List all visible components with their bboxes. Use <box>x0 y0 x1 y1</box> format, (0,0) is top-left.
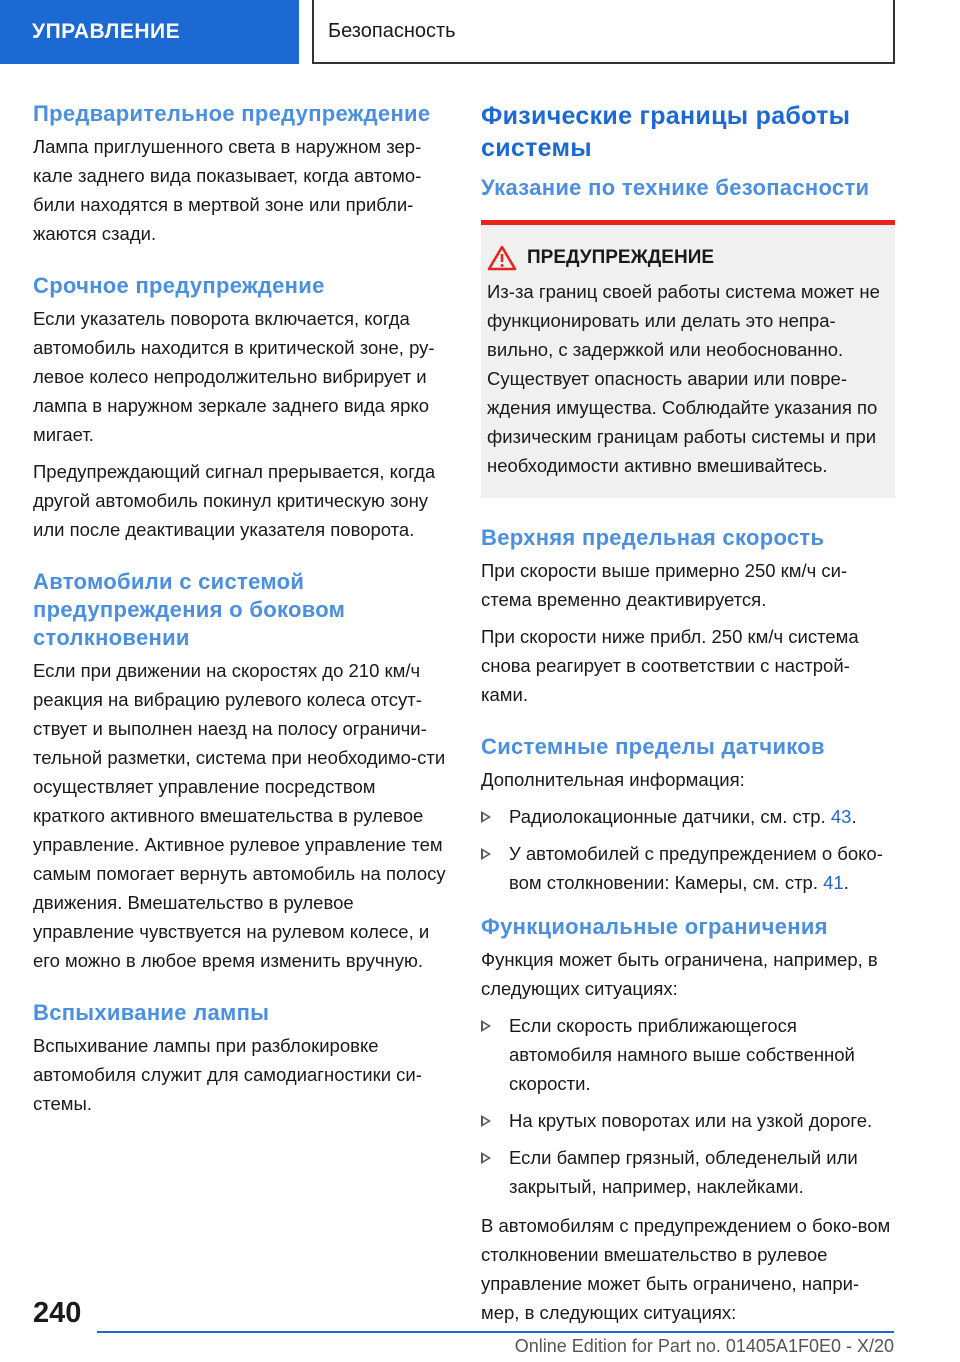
paragraph-upper-speed-1: При скорости выше примерно 250 км/ч си-стема временно деактивируется. <box>481 560 848 610</box>
list-item: Если бампер грязный, обледенелый или закрытый, например, наклейками. <box>481 1143 895 1201</box>
heading-urgent-warning: Срочное предупреждение <box>33 273 325 298</box>
heading-physical-limits: Физические границы работы системы <box>481 102 851 162</box>
chapter-title: Безопасность <box>312 0 895 64</box>
bullet-triangle-icon <box>481 811 491 823</box>
heading-pre-warning: Предварительное предупреждение <box>33 101 431 126</box>
heading-upper-speed: Верхняя предельная скорость <box>481 525 825 550</box>
warning-box <box>481 220 895 498</box>
footer-rule <box>97 1331 894 1333</box>
list-item: Если скорость приближающегося автомобиля намного выше собственной скорости. <box>481 1011 895 1098</box>
page-link-41[interactable]: 41 <box>823 872 844 893</box>
paragraph-lamp-flash: Вспыхивание лампы при разблокировке автомобиля служит для самодиагностики си-стемы. <box>33 1035 422 1114</box>
warning-triangle-icon <box>487 245 517 271</box>
paragraph-side-collision: Если при движении на скоростях до 210 км/ч реакция на вибрацию рулевого колеса отсут-ствует и выполнен наезд на полосу ограничи-тельной разметки, система при необходимо-сти осуществляет управление посредством краткого активного вмешательства в рулевое управление. Активное рулевое управление тем самым помогает вернуть автомобиль на полосу движения. Вмешательство в рулевое управление чувствуется на рулевом колесе, и его можно в любое время изменить вручную. <box>33 660 446 971</box>
func-list <box>481 1011 895 1201</box>
heading-safety-note: Указание по технике безопасности <box>481 175 870 200</box>
list-item: Радиолокационные датчики, см. стр. 43. <box>481 802 895 831</box>
section-tab: УПРАВЛЕНИЕ <box>0 0 299 64</box>
list-item: У автомобилей с предупреждением о боко-вом столкновении: Камеры, см. стр. 41. <box>481 839 895 897</box>
heading-functional-limits: Функциональные ограничения <box>481 914 828 939</box>
left-column <box>33 100 448 1126</box>
bullet-triangle-icon <box>481 848 491 860</box>
list-item: На крутых поворотах или на узкой дороге. <box>481 1106 895 1135</box>
heading-lamp-flash: Вспыхивание лампы <box>33 1000 270 1025</box>
page-number: 240 <box>33 1297 82 1329</box>
bullet-triangle-icon <box>481 1020 491 1032</box>
paragraph-urgent-2: Предупреждающий сигнал прерывается, когда другой автомобиль покинул критическую зону или после деактивации указателя поворота. <box>33 461 436 540</box>
footer-edition: Online Edition for Part no. 01405A1F0E0 - X/20 <box>514 1336 894 1356</box>
page-link-43[interactable]: 43 <box>830 806 852 827</box>
warning-text: Из-за границ своей работы система может не функционировать или делать это непра-вильно, с задержкой или необоснованно. Существует опасность аварии или повре-ждения имущества. Соблюдайте указания по физическим границам работы системы и при необходимости активно вмешивайтесь. <box>487 281 880 476</box>
warning-header <box>487 245 887 271</box>
paragraph-sensor-intro: Дополнительная информация: <box>481 769 745 790</box>
paragraph-pre-warning: Лампа приглушенного света в наружном зер-кале заднего вида показывает, когда автомо-били находятся в мертвой зоне или прибли-жаются сзади. <box>33 136 422 244</box>
heading-sensor-limits: Системные пределы датчиков <box>481 734 825 759</box>
paragraph-upper-speed-2: При скорости ниже прибл. 250 км/ч система снова реагирует в соответствии с настрой-ками. <box>481 626 859 705</box>
paragraph-urgent-1: Если указатель поворота включается, когда автомобиль находится в критической зоне, ру-левое колесо непродолжительно вибрирует и лампа в наружном зеркале заднего вида ярко мигает. <box>33 308 435 445</box>
sensor-list <box>481 802 895 897</box>
bullet-triangle-icon <box>481 1152 491 1164</box>
bullet-triangle-icon <box>481 1115 491 1127</box>
right-column <box>481 100 895 1335</box>
heading-side-collision: Автомобили с системой предупреждения о боковом столкновении <box>33 569 346 650</box>
warning-title: ПРЕДУПРЕЖДЕНИЕ <box>527 247 715 268</box>
paragraph-func-outro: В автомобилям с предупреждением о боко-вом столкновении вмешательство в рулевое управление может быть ограничено, напри-мер, в следующих ситуациях: <box>481 1215 891 1323</box>
paragraph-func-intro: Функция может быть ограничена, например, в следующих ситуациях: <box>481 949 878 999</box>
